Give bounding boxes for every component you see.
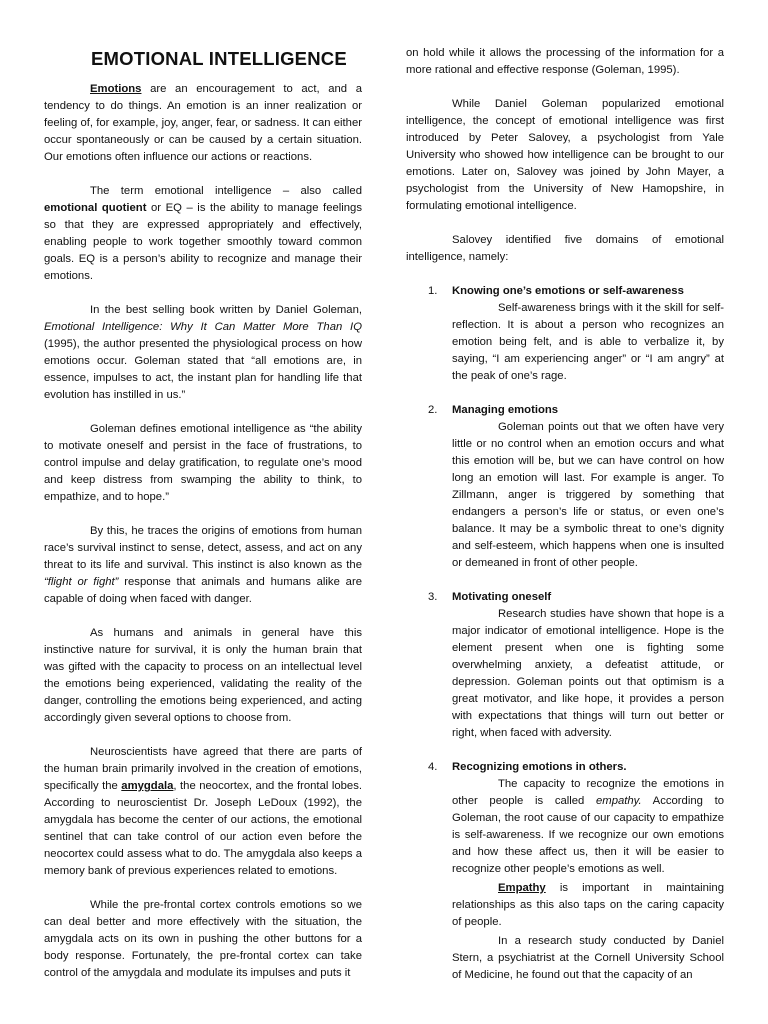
domain-item-1 xyxy=(406,283,724,385)
domain-number: 2. xyxy=(428,404,438,416)
domain-item-4 xyxy=(406,759,724,984)
domain-number: 1. xyxy=(428,285,438,297)
left-column xyxy=(44,45,362,999)
book-title: Emotional Intelligence: Why It Can Matter More Than IQ xyxy=(44,321,362,333)
paragraph-neuroscientists: Neuroscientists have agreed that there are parts of the human brain primarily involved in the creation of emotions, specifically the amygdala, the neocortex, and the frontal lobes. According to neuroscientist Dr. Joseph LeDoux (1992), the amygdala has become the center of our actions, the emotional sentinel that can take control of our action even before the neocortex could assess what to do. The amygdala also keeps a memory bank of previous experiences related to emotions. xyxy=(44,746,362,877)
domain-title: Managing emotions xyxy=(452,404,559,416)
domain-text: The capacity to recognize the emotions in other people is called empathy. According to Goleman, the root cause of our capacity to empathize is self-awareness. If we recognize our own emotions and how these affect us, then it will be easier to recognize other people’s emotions as well. xyxy=(452,778,724,875)
paragraph-human-brain: As humans and animals in general have this instinctive nature for survival, it is only the human brain that was gifted with the capacity to process on an intellectual level the emotions being experienced, validating the reality of the danger, controlling the emotions being experienced, and acting accordingly given several options to choose from. xyxy=(44,627,362,724)
domain-text: Research studies have shown that hope is a major indicator of emotional intelligence. Hope is the element present when one is fighting some overwhelming anxiety, a defeatist attitude, or depression. Goleman points out that optimism is a great motivator, and like hope, it provides a person with expectations that things will turn out better or right, when faced with adversity. xyxy=(452,608,724,739)
paragraph-emotional-quotient: The term emotional intelligence – also called emotional quotient or EQ – is the ability to manage feelings so that they are expressed appropriately and effectively, enabling people to work together smoothly toward common goals. EQ is a person’s ability to recognize and manage their emotions. xyxy=(44,185,362,282)
domain-item-2 xyxy=(406,402,724,572)
term-amygdala: amygdala xyxy=(121,780,174,792)
term-empathy-underlined: Empathy xyxy=(498,882,546,894)
paragraph-prefrontal-cortex: While the pre-frontal cortex controls emotions so we can deal better and more effectively with the situation, the amygdala acts on its own in pushing the other buttons for a body response. Fortunately, the pre-frontal cortex can take control of the amygdala and modulate its impulses and puts it xyxy=(44,899,362,979)
paragraph-survival-instinct: By this, he traces the origins of emotions from human race’s survival instinct to sense, detect, assess, and act on any threat to its life and survival. This instinct is also known as the “flight or fight” response that animals and humans alike are capable of doing when faced with danger. xyxy=(44,525,363,605)
domain-number: 3. xyxy=(428,591,438,603)
right-column xyxy=(406,45,724,1001)
paragraph-five-domains: Salovey identified five domains of emotional intelligence, namely: xyxy=(406,234,724,263)
domain-title: Recognizing emotions in others. xyxy=(452,761,627,773)
paragraph-goleman-definition: Goleman defines emotional intelligence as “the ability to motivate oneself and persist in the face of frustrations, to control impulse and delay gratification, to regulate one’s mood and keep distress from swamping the ability to think, to empathize, and to hope.” xyxy=(44,423,362,503)
domain-item-3 xyxy=(406,589,724,742)
domain-title: Motivating oneself xyxy=(452,591,552,603)
domain-text-empathy: Empathy is important in maintaining relationships as this also taps on the caring capacity of people. xyxy=(452,882,724,928)
domain-title: Knowing one’s emotions or self-awareness xyxy=(452,285,684,297)
domain-text: Self-awareness brings with it the skill for self-reflection. It is about a person who recognizes an emotion being felt, and is able to verbalize it, by saying, “I am experiencing anger” or “I am angry” at the peak of one’s rage. xyxy=(452,302,724,382)
domain-text: Goleman points out that we often have very little or no control when an emotion occurs and what this emotion will be, but we can have control on how long an emotion will last. For example is anger. To Zillmann, anger is triggered by something that endangers a person’s life or status, or even one’s balance. It may be a symbolic threat to one’s dignity and self-esteem, which happens when one is insulted or demeaned in front of other people. xyxy=(452,421,724,569)
paragraph-salovey-intro: While Daniel Goleman popularized emotional intelligence, the concept of emotional intelligence was first introduced by Peter Salovey, a psychologist from Yale University who showed how intelligence can be brought to our emotions. Later on, Salovey was joined by John Mayer, a psychologist from the University of New Hamopshire, in formulating emotional intelligence. xyxy=(406,98,724,212)
paragraph-emotions: Emotions are an encouragement to act, and a tendency to do things. An emotion is an inner realization or feeling of, for example, joy, anger, fear, or sadness. It can either occur spontaneously or can be caused by a certain situation. Our emotions often influence our actions or reactions. xyxy=(44,83,362,163)
term-emotional-quotient: emotional quotient xyxy=(44,202,147,214)
term-emotions: Emotions xyxy=(90,83,142,95)
paragraph-continued: on hold while it allows the processing of the information for a more rational and effective response (Goleman, 1995). xyxy=(406,47,724,76)
domain-text-stern: In a research study conducted by Daniel Stern, a psychiatrist at the Cornell University School of Medicine, he found out that the capacity of an xyxy=(452,935,724,981)
paragraph-goleman-book: In the best selling book written by Daniel Goleman, Emotional Intelligence: Why It Can Matter More Than IQ (1995), the author presented the physiological process on how emotions occur. Goleman stated that “all emotions are, in essence, impulses to act, the instant plan for handling life that evolution has instilled in us.” xyxy=(44,304,362,401)
phrase-flight-or-fight: “flight or fight” xyxy=(44,576,119,588)
page-title: EMOTIONAL INTELLIGENCE xyxy=(91,48,347,69)
domain-number: 4. xyxy=(428,761,438,773)
term-empathy: empathy. xyxy=(596,795,642,807)
